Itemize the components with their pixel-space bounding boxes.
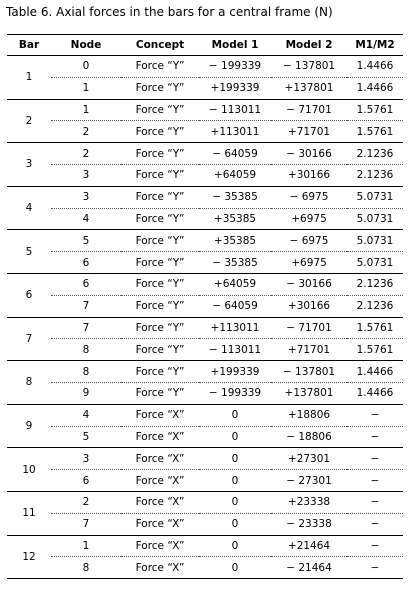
table-row bbox=[7, 404, 403, 426]
cell-model-1: +113011 bbox=[199, 121, 271, 143]
cell-node: 8 bbox=[51, 361, 121, 383]
cell-model-2: +23338 bbox=[271, 491, 347, 513]
cell-bar: 1 bbox=[7, 56, 51, 100]
cell-model-2: +21464 bbox=[271, 535, 347, 557]
cell-model-1: +199339 bbox=[199, 361, 271, 383]
cell-ratio: 1.4466 bbox=[347, 77, 403, 99]
header-row bbox=[7, 35, 403, 56]
cell-model-2: +27301 bbox=[271, 448, 347, 470]
table-row bbox=[7, 56, 403, 78]
cell-model-2: +137801 bbox=[271, 77, 347, 99]
cell-node: 7 bbox=[51, 295, 121, 317]
cell-ratio: 2.1236 bbox=[347, 164, 403, 186]
cell-ratio: − bbox=[347, 557, 403, 579]
cell-model-1: 0 bbox=[199, 404, 271, 426]
cell-node: 6 bbox=[51, 273, 121, 295]
table-row bbox=[7, 491, 403, 513]
cell-model-2: +30166 bbox=[271, 295, 347, 317]
table-row bbox=[7, 557, 403, 579]
header-node: Node bbox=[51, 35, 121, 56]
cell-node: 2 bbox=[51, 143, 121, 165]
cell-node: 8 bbox=[51, 557, 121, 579]
table-row bbox=[7, 208, 403, 230]
cell-node: 4 bbox=[51, 404, 121, 426]
cell-model-1: − 35385 bbox=[199, 186, 271, 208]
cell-ratio: 5.0731 bbox=[347, 230, 403, 252]
table-row bbox=[7, 164, 403, 186]
table-caption: Table 6. Axial forces in the bars for a central frame (N) bbox=[6, 5, 333, 19]
table-row bbox=[7, 535, 403, 557]
cell-model-1: 0 bbox=[199, 557, 271, 579]
cell-concept: Force “X” bbox=[121, 491, 199, 513]
cell-model-2: − 30166 bbox=[271, 143, 347, 165]
cell-model-1: − 113011 bbox=[199, 99, 271, 121]
cell-concept: Force “Y” bbox=[121, 77, 199, 99]
cell-node: 4 bbox=[51, 208, 121, 230]
cell-node: 2 bbox=[51, 121, 121, 143]
cell-ratio: 5.0731 bbox=[347, 208, 403, 230]
cell-concept: Force “Y” bbox=[121, 252, 199, 274]
cell-node: 9 bbox=[51, 382, 121, 404]
cell-concept: Force “X” bbox=[121, 513, 199, 535]
table-row bbox=[7, 448, 403, 470]
cell-node: 7 bbox=[51, 317, 121, 339]
table-row bbox=[7, 143, 403, 165]
cell-model-1: 0 bbox=[199, 513, 271, 535]
cell-node: 7 bbox=[51, 513, 121, 535]
cell-model-1: − 64059 bbox=[199, 143, 271, 165]
table-row bbox=[7, 513, 403, 535]
cell-concept: Force “Y” bbox=[121, 164, 199, 186]
cell-model-2: − 71701 bbox=[271, 317, 347, 339]
cell-model-2: +6975 bbox=[271, 252, 347, 274]
cell-ratio: 2.1236 bbox=[347, 143, 403, 165]
table-row bbox=[7, 339, 403, 361]
cell-model-1: − 113011 bbox=[199, 339, 271, 361]
cell-concept: Force “Y” bbox=[121, 143, 199, 165]
cell-model-1: − 64059 bbox=[199, 295, 271, 317]
cell-model-2: − 137801 bbox=[271, 361, 347, 383]
table-row bbox=[7, 426, 403, 448]
cell-ratio: − bbox=[347, 426, 403, 448]
cell-concept: Force “X” bbox=[121, 535, 199, 557]
cell-node: 5 bbox=[51, 426, 121, 448]
cell-node: 1 bbox=[51, 535, 121, 557]
cell-model-1: − 199339 bbox=[199, 382, 271, 404]
header-model-2: Model 2 bbox=[271, 35, 347, 56]
cell-model-1: − 199339 bbox=[199, 56, 271, 78]
cell-model-1: − 35385 bbox=[199, 252, 271, 274]
cell-node: 3 bbox=[51, 186, 121, 208]
cell-model-2: − 6975 bbox=[271, 230, 347, 252]
cell-node: 6 bbox=[51, 252, 121, 274]
cell-ratio: 1.5761 bbox=[347, 99, 403, 121]
cell-node: 0 bbox=[51, 56, 121, 78]
cell-ratio: 1.4466 bbox=[347, 382, 403, 404]
cell-concept: Force “X” bbox=[121, 448, 199, 470]
cell-concept: Force “Y” bbox=[121, 56, 199, 78]
cell-concept: Force “Y” bbox=[121, 339, 199, 361]
cell-model-2: − 137801 bbox=[271, 56, 347, 78]
cell-model-2: +71701 bbox=[271, 121, 347, 143]
cell-model-2: − 21464 bbox=[271, 557, 347, 579]
cell-ratio: 1.4466 bbox=[347, 56, 403, 78]
cell-model-2: − 30166 bbox=[271, 273, 347, 295]
cell-ratio: 1.5761 bbox=[347, 121, 403, 143]
cell-concept: Force “Y” bbox=[121, 99, 199, 121]
cell-concept: Force “X” bbox=[121, 404, 199, 426]
table-row bbox=[7, 273, 403, 295]
cell-ratio: 1.5761 bbox=[347, 317, 403, 339]
cell-model-2: +137801 bbox=[271, 382, 347, 404]
cell-node: 8 bbox=[51, 339, 121, 361]
cell-ratio: 1.4466 bbox=[347, 361, 403, 383]
cell-concept: Force “Y” bbox=[121, 382, 199, 404]
cell-node: 1 bbox=[51, 99, 121, 121]
cell-concept: Force “Y” bbox=[121, 230, 199, 252]
cell-ratio: 5.0731 bbox=[347, 252, 403, 274]
cell-concept: Force “Y” bbox=[121, 317, 199, 339]
cell-model-1: +199339 bbox=[199, 77, 271, 99]
cell-model-2: − 71701 bbox=[271, 99, 347, 121]
cell-concept: Force “X” bbox=[121, 557, 199, 579]
cell-node: 3 bbox=[51, 164, 121, 186]
table-row bbox=[7, 317, 403, 339]
cell-ratio: − bbox=[347, 404, 403, 426]
cell-bar: 9 bbox=[7, 404, 51, 448]
cell-concept: Force “Y” bbox=[121, 186, 199, 208]
cell-model-1: +64059 bbox=[199, 273, 271, 295]
cell-concept: Force “Y” bbox=[121, 361, 199, 383]
cell-bar: 6 bbox=[7, 273, 51, 317]
cell-model-1: 0 bbox=[199, 426, 271, 448]
cell-ratio: 5.0731 bbox=[347, 186, 403, 208]
cell-model-1: +35385 bbox=[199, 208, 271, 230]
cell-concept: Force “Y” bbox=[121, 295, 199, 317]
table-row bbox=[7, 186, 403, 208]
cell-model-1: 0 bbox=[199, 470, 271, 492]
table-header bbox=[7, 35, 403, 56]
cell-model-1: 0 bbox=[199, 535, 271, 557]
table-row bbox=[7, 470, 403, 492]
cell-bar: 5 bbox=[7, 230, 51, 274]
cell-concept: Force “Y” bbox=[121, 273, 199, 295]
cell-bar: 10 bbox=[7, 448, 51, 492]
cell-model-2: − 23338 bbox=[271, 513, 347, 535]
cell-ratio: − bbox=[347, 535, 403, 557]
table-row bbox=[7, 361, 403, 383]
cell-model-2: − 27301 bbox=[271, 470, 347, 492]
cell-ratio: − bbox=[347, 513, 403, 535]
cell-node: 5 bbox=[51, 230, 121, 252]
cell-model-2: +6975 bbox=[271, 208, 347, 230]
cell-model-2: − 18806 bbox=[271, 426, 347, 448]
table-row bbox=[7, 295, 403, 317]
cell-model-2: +18806 bbox=[271, 404, 347, 426]
cell-bar: 3 bbox=[7, 143, 51, 187]
cell-ratio: − bbox=[347, 491, 403, 513]
cell-model-1: +64059 bbox=[199, 164, 271, 186]
cell-bar: 11 bbox=[7, 491, 51, 535]
cell-node: 6 bbox=[51, 470, 121, 492]
table-row bbox=[7, 230, 403, 252]
header-bar: Bar bbox=[7, 35, 51, 56]
cell-node: 1 bbox=[51, 77, 121, 99]
cell-bar: 12 bbox=[7, 535, 51, 579]
table-row bbox=[7, 252, 403, 274]
cell-node: 2 bbox=[51, 491, 121, 513]
cell-ratio: − bbox=[347, 470, 403, 492]
cell-ratio: 1.5761 bbox=[347, 339, 403, 361]
table-row bbox=[7, 382, 403, 404]
cell-ratio: 2.1236 bbox=[347, 295, 403, 317]
cell-model-2: − 6975 bbox=[271, 186, 347, 208]
cell-model-2: +71701 bbox=[271, 339, 347, 361]
cell-bar: 8 bbox=[7, 361, 51, 405]
table-row bbox=[7, 121, 403, 143]
table-row bbox=[7, 99, 403, 121]
cell-concept: Force “X” bbox=[121, 426, 199, 448]
cell-concept: Force “X” bbox=[121, 470, 199, 492]
header-model-1: Model 1 bbox=[199, 35, 271, 56]
cell-model-1: 0 bbox=[199, 448, 271, 470]
cell-concept: Force “Y” bbox=[121, 208, 199, 230]
header-ratio: M1/M2 bbox=[347, 35, 403, 56]
axial-forces-table bbox=[7, 34, 403, 579]
cell-bar: 2 bbox=[7, 99, 51, 143]
cell-bar: 7 bbox=[7, 317, 51, 361]
cell-concept: Force “Y” bbox=[121, 121, 199, 143]
cell-model-2: +30166 bbox=[271, 164, 347, 186]
header-concept: Concept bbox=[121, 35, 199, 56]
table-row bbox=[7, 77, 403, 99]
cell-ratio: − bbox=[347, 448, 403, 470]
cell-node: 3 bbox=[51, 448, 121, 470]
cell-model-1: 0 bbox=[199, 491, 271, 513]
table-body bbox=[7, 56, 403, 579]
cell-model-1: +35385 bbox=[199, 230, 271, 252]
cell-bar: 4 bbox=[7, 186, 51, 230]
cell-model-1: +113011 bbox=[199, 317, 271, 339]
cell-ratio: 2.1236 bbox=[347, 273, 403, 295]
